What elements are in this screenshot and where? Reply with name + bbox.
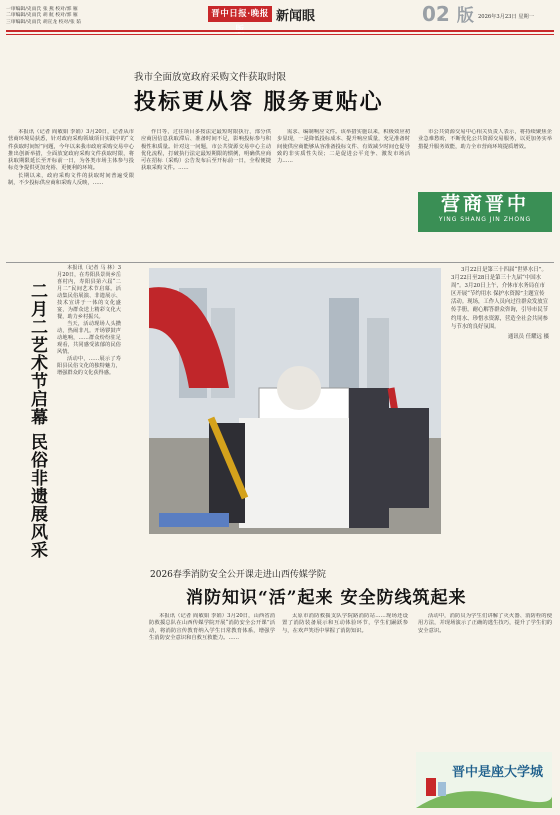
- article2-column-3: [418, 613, 552, 746]
- paragraph: 本报讯（记者 阎敏娟 李娟）3月20日，记者从市营商环境局获悉，针对政府采购领域项目实践中的“文件获取时间短”问题，今年以来我市政府采购交易中心推出创新举措，全面放宽政府采购文件获取时限，将获取期限延长至开标前一日，为各类市场主体参与投标竞争提供更加充裕、更便利的环境。: [8, 129, 134, 172]
- news-photo: [149, 268, 441, 534]
- feature-vertical-title: 二月二艺术节启幕 民俗非遗展风采: [27, 282, 47, 559]
- article2-headline: 消防知识“活”起来 安全防线筑起来: [186, 588, 467, 608]
- paragraph: 需求、编制响应文件。该举措实施以来，积极效应初步显现，一是降低投标成本、提升响应质量，充足准备时间使供应商能够从容准备投标文件、有效减少时间仓促导致的非实质性失误；二是促进公平竞争、激发市场活力……: [277, 129, 410, 165]
- paragraph: 活动中，……展示了寿阳县民俗文化的独特魅力，增强群众的文化获得感。: [57, 356, 121, 376]
- paragraph: 作日等，过往项目多按法定最短时限执行，部分供应商因信息获取滞后、准备时间不足，影响投标参与积极性和质量。针对这一问题，市公共资源交易中心主动优化流程，打破执行法定最短期限的惯例，明确供应商可在招标（采购）公告发布后至开标前一日，全程便捷获取采购文件。……: [141, 129, 271, 172]
- article1-column-1: [8, 129, 134, 262]
- article1-column-3: [277, 129, 410, 262]
- article2-kicker: 2026春季消防安全公开课走进山西传媒学院: [150, 570, 326, 580]
- banner-title: 营商晋中: [440, 193, 529, 215]
- paragraph: 太原市消防救援支队学院路消防站……现场还设置了消防装备展示和互动体验环节，学生们踊跃参与，在欢声笑语中掌握了消防知识。: [282, 613, 408, 634]
- article2-column-2: [282, 613, 408, 808]
- article2-column-1: [149, 613, 275, 808]
- article1-kicker: 我市全面放宽政府采购文件获取时限: [134, 72, 287, 83]
- article1-headline: 投标更从容 服务更贴心: [134, 89, 384, 115]
- staff-credits: [6, 7, 81, 26]
- paragraph: 活动中，消防员为学生们讲解了灭火器、消防栓的使用方法，并现场演示了正确的逃生技巧，提升了学生们的安全意识。: [418, 613, 552, 634]
- banner-title: 晋中是座大学城: [452, 765, 544, 780]
- newspaper-logo: 晋中日报·晚报: [208, 6, 272, 22]
- staff-line: 一审编辑/史雨氏 张 燕 校对/郭 雁: [6, 7, 78, 12]
- edition-no: 02: [422, 2, 450, 26]
- section-name: 新闻眼: [276, 9, 316, 24]
- article1-column-2: [141, 129, 271, 262]
- yingshang-jinzhong-banner: [418, 192, 552, 232]
- header-rule: [6, 30, 554, 32]
- section-divider: [6, 262, 554, 263]
- banner-subtitle: YING SHANG JIN ZHONG: [438, 216, 532, 223]
- paragraph: 市公共资源交易中心相关负责人表示，将持续聚焦企业急难愁盼，不断优化公共资源交易服务，以更加务实举措提升服务效能，助力全市营商环境提质增效。: [418, 129, 552, 150]
- photo-credit: 通讯员 任耀远 摄: [507, 333, 549, 340]
- dateline: 2026年3月23日 星期一: [478, 14, 534, 20]
- university-city-art: [416, 752, 552, 808]
- paragraph: 本报讯（记者 马 林）3月20日，在寿阳县景尚乡岳喜村内，寿阳县第六届“二月二”民间艺术节启幕。活动集民俗展演、非遗展示、技术宣讲于一体的文化盛宴，为群众送上精彩文化大餐，助力乡村振兴。: [57, 265, 121, 320]
- edition-word: 版: [456, 6, 474, 26]
- header-rule-thin: [6, 34, 554, 35]
- feature-column: [57, 265, 121, 377]
- photo-illustration: [149, 268, 441, 534]
- article1-column-4: [418, 129, 552, 187]
- edition-number: [422, 1, 474, 26]
- university-city-banner: [416, 752, 552, 808]
- paragraph: 当天，活动现场人头攒动，热闹非凡。开场锣鼓声动地响，……群众纷纷驻足观看，共同感受浓郁的民俗风情。: [57, 321, 121, 355]
- staff-line: 三审编辑/史雨氏 胡宣龙 校对/张 茹: [6, 19, 81, 25]
- paragraph: 长期以来，政府采购文件的获取时间普遍受限制，不少投标供应商和采购人反映，……: [8, 172, 134, 187]
- photo-caption: [451, 266, 549, 341]
- staff-line: 二审编辑/史雨氏 胡 航 校对/郭 雁: [6, 13, 78, 19]
- paragraph: 本报讯（记者 阎敏娟 李娟）3月20日，山西省消防救援总队在山西传媒学院开展“消防安全公开课”活动，将消防宣传教育纳入学生日常教育体系，增强学生消防安全意识和自救互救能力。……: [149, 613, 275, 641]
- caption-text: 3月22日是第三十四届“世界水日”。3月22日至28日是第三十九届“中国水周”。3月20日上午，介休市水务局在市区开展“节约用水 保护水资源”主题宣传活动。现场，工作人员向过往群众发放宣传手册，耐心解答群众咨询，引导市民节约用水、珍惜水资源，营造全社会共同参与节水的良好氛围。: [451, 267, 549, 330]
